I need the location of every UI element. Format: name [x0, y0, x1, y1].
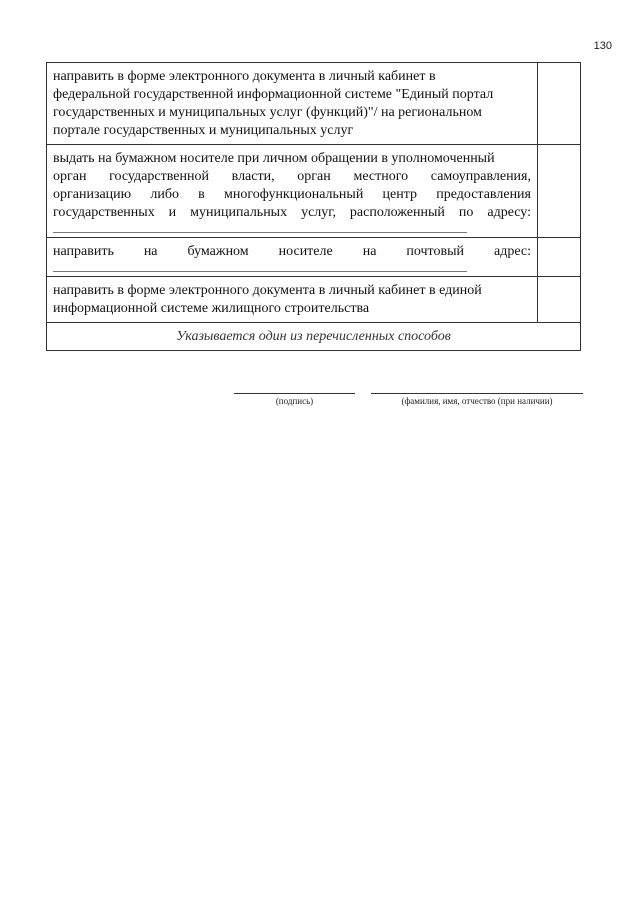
address-fill-line[interactable] [53, 224, 467, 233]
option-checkbox-cell[interactable] [538, 277, 581, 323]
option-text-line: федеральной государственной информационной системе "Единый портал [53, 87, 494, 102]
postal-address-fill-line[interactable] [53, 263, 467, 272]
full-name-label: (фамилия, имя, отчество (при наличии) [401, 396, 553, 406]
option-checkbox-cell[interactable] [538, 238, 581, 277]
signature-block [0, 380, 639, 420]
option-row-electronic-portal [47, 63, 581, 145]
option-text-line: направить на бумажном носителе на почтовый адрес: [53, 244, 531, 259]
option-row-paper-mail [47, 238, 581, 277]
delivery-options-table [46, 62, 581, 351]
option-text-line: выдать на бумажном носителе при личном обращении в уполномоченный [53, 151, 495, 166]
option-text-cell [47, 238, 538, 277]
page-number: 130 [593, 40, 612, 52]
option-text-line: государственных и муниципальных услуг, расположенный по адресу: [53, 205, 531, 220]
option-text-line: направить в форме электронного документа в личный кабинет в единой [53, 283, 482, 298]
option-checkbox-cell[interactable] [538, 145, 581, 238]
option-text-cell [47, 277, 538, 323]
note-text: Указывается один из перечисленных способов [47, 323, 581, 351]
option-text-line: направить в форме электронного документа в личный кабинет в [53, 69, 436, 84]
full-name-line[interactable] [371, 393, 583, 394]
note-row [47, 323, 581, 351]
signature-line[interactable] [234, 393, 355, 394]
option-text-line: портале государственных и муниципальных услуг [53, 123, 354, 138]
option-checkbox-cell[interactable] [538, 63, 581, 145]
option-text-cell [47, 145, 538, 238]
option-row-paper-in-person [47, 145, 581, 238]
option-text-cell [47, 63, 538, 145]
option-text-line: государственных и муниципальных услуг (функций)"/ на региональном [53, 105, 482, 120]
option-row-housing-system [47, 277, 581, 323]
option-text-line: орган государственной власти, орган местного самоуправления, [53, 169, 531, 184]
option-text-line: информационной системе жилищного строительства [53, 301, 370, 316]
signature-label: (подпись) [275, 396, 314, 406]
option-text-line: организацию либо в многофункциональный центр предоставления [53, 187, 531, 202]
